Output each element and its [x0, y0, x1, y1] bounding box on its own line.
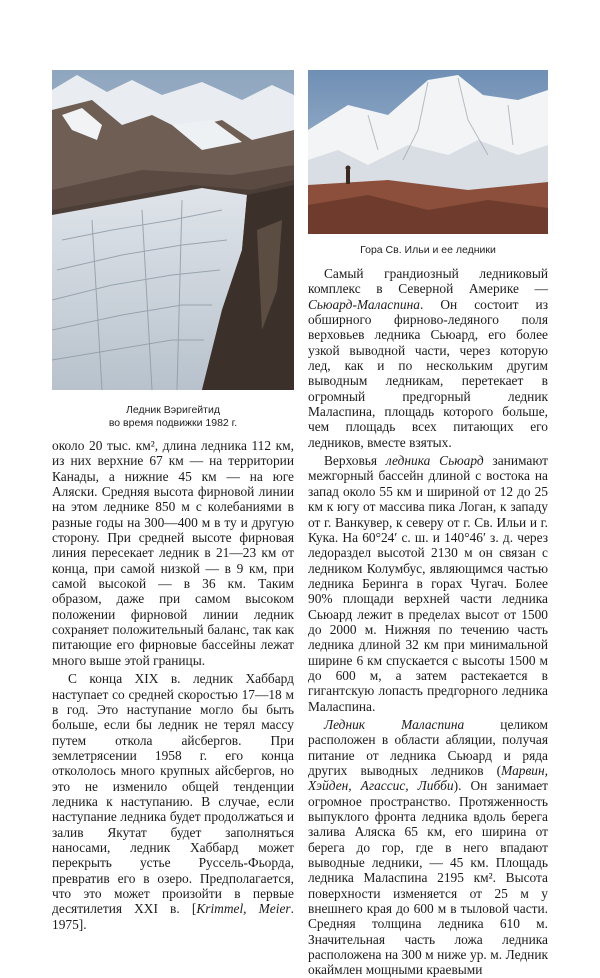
- right-text-column: [308, 266, 548, 978]
- left-paragraph-2: [52, 671, 294, 932]
- mountain-photo-illustration: [308, 70, 548, 234]
- caption-left-line1: Ледник Вэригейтид: [126, 404, 220, 416]
- glacier-photo-variegated: [52, 70, 294, 390]
- left-p2-text: С конца XIX в. ледник Хаббард наступает со средней скоростью 17—18 м в год. Это наступание могло бы быть больше, если бы ледник не терял массу путем откола айсбергов. При землетрясении 1958 г. его конца откололось много крупных айсбергов, но это не изменило общей тенденции ледника к наступанию. В случае, если наступание ледника будет продолжаться и залив Якутат будет заполняться наносами, ледник Хаббард может перекрыть устье Руссель-Фьорда, превратив его в озеро. Предполагается, что это может произойти в первые десятилетия XXI в. [: [52, 671, 294, 917]
- right-paragraph-1: [308, 266, 548, 450]
- term-outlet-glaciers: Марвин, Хэйден, Агассис, Либби: [308, 763, 548, 794]
- term-seward-malaspina: Сьюард-Маласпина: [308, 296, 420, 312]
- right-p2-start: Верховья: [324, 453, 386, 469]
- left-paragraph-1: около 20 тыс. км², длина ледника 112 км, из них верхние 67 км — на территории Канады, а нижние 45 км — на юге Аляски. Средняя высота фирновой линии на этом леднике 850 м с колебаниями в разные годы на 300—400 м в ту и другую сторону. При средней высоте фирновая линия пересекает ледник в 21—23 км от конца, при самой низкой — в 9 км, при самой высокой — в 36 км. Таким образом, даже при самом высоком положении фирновой линии ледник сохраняет положительный баланс, так как питающие его фирновые бассейны лежат много выше этой границы.: [52, 438, 294, 668]
- right-p1-end: . Он состоит из обширного фирново-ледяного поля верховьев ледника Сьюард, его более узкой выводной части, через которую лед, как и по нескольким другим выводным ледникам, перетекает в огромный предгорный ледник Маласпина, площадь которого больше, чем площадь всех питающих его ледников, вместе взятых.: [308, 296, 548, 450]
- right-paragraph-2: [308, 453, 548, 714]
- caption-left-line2: во время подвижки 1982 г.: [108, 417, 238, 429]
- figure-caption-left: [52, 404, 294, 430]
- right-paragraph-3: [308, 717, 548, 978]
- term-seward-glacier: ледника Сьюард: [385, 453, 484, 469]
- citation-authors: Krimmel, Meier: [196, 901, 291, 917]
- figure-caption-right: Гора Св. Ильи и ее ледники: [360, 244, 496, 256]
- right-p2-end: занимают межгорный бассейн длиной с востока на запад около 55 км и шириной от 12 до 25 км к югу от массива пика Логан, к западу от г. Ванкувер, к северу от г. Св. Ильи и г. Кука. На 60°24′ с. ш. и 140°46′ з. д. через ледораздел высотой 2130 м он связан с ледником Колумбус, являющимся частью ледника Беринга в горах Чугач. Более 90% площади верхней части ледника Сьюард лежит в пределах высот от 1500 до 2000 м. Нижняя по течению часть ледника длиной 32 км при минимальной ширине 6 км спускается с высоты 1500 м до 600 м, а затем растекается в гигантскую лопасть предгорного ледника Маласпина.: [308, 453, 548, 714]
- mount-st-elias-photo: [308, 70, 548, 234]
- left-p2-end: . 1975].: [52, 901, 294, 932]
- right-p3-end: ). Он занимает огромное пространство. Протяженность выпуклого фронта ледника вдоль берега залива Аляска 65 км, его ширина от берега до гор, где в него впадают выводные ледники, — 45 км. Площадь ледника Маласпина 2195 км². Высота поверхности изменяется от 25 м у внешнего края до 600 м в тыловой части. Средняя толщина ледника 610 м. Значительная часть ложа ледника расположена на 300 м ниже ур. м. Ледник окаймлен мощными краевыми: [308, 778, 548, 978]
- right-p1-start: Самый грандиозный ледниковый комплекс в Северной Америке —: [308, 266, 548, 297]
- glacier-photo-illustration: [52, 70, 294, 390]
- left-text-column: [52, 438, 294, 932]
- term-malaspina-glacier: Ледник Маласпина: [324, 716, 465, 732]
- right-p3-mid: целиком расположен в области абляции, получая питание от ледника Сьюард и ряда других выводных ледников (: [308, 716, 549, 778]
